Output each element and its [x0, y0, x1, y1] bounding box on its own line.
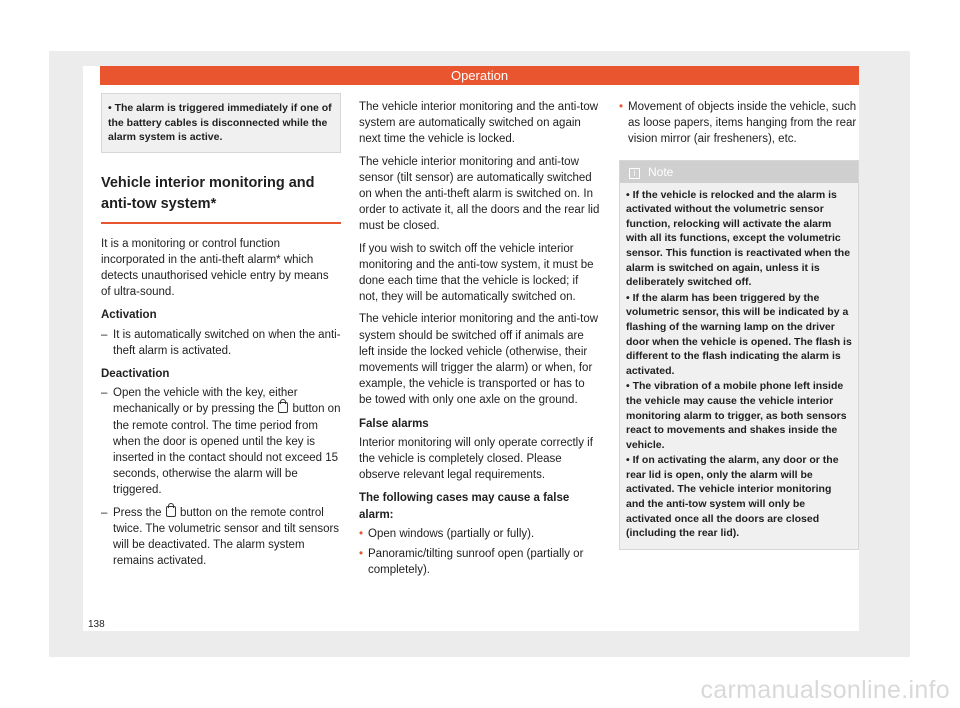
warning-box — [101, 93, 341, 153]
paragraph-4: The vehicle interior monitoring and the anti-tow system should be switched off if animals are left inside the locked vehicle (otherwise, their movements will trigger the alarm) or when, for example, the vehicle is transported or has to be towed with only one axle on the ground. — [359, 313, 599, 407]
paragraph-3: If you wish to switch off the vehicle interior monitoring and the anti-tow system, it must be done each time that the vehicle is locked; if not, they will be automatically switched on. — [359, 242, 594, 304]
intro-paragraph: It is a monitoring or control function incorporated in the anti-theft alarm* which detects unauthorised vehicle entry by means of ultra-sound. — [101, 237, 329, 299]
watermark — [0, 676, 960, 705]
warning-text: The alarm is triggered immediately if one of the battery cables is disconnected while the alarm system is active. — [108, 102, 332, 143]
note-box — [619, 160, 859, 550]
note-item: • If the alarm has been triggered by the volumetric sensor, this will be indicated by a flashing of the warning lamp on the driver door when the vehicle is opened. The flash is different to the flash indicating the alarm is activated. — [626, 291, 852, 377]
warning-bullet-icon: • — [108, 102, 115, 114]
deact-item1-text-b: button on the remote control. The time period from when the door is opened until the key is inserted in the contact should not exceed 15 seconds, otherwise the alarm will be triggered. — [113, 403, 341, 497]
deact-item1-text-a: Open the vehicle with the key, either mechanically or by pressing the — [113, 387, 298, 416]
paragraph-5: Interior monitoring will only operate correctly if the vehicle is completely closed. Please observe relevant legal requirements. — [359, 436, 593, 482]
activation-heading: Activation — [101, 309, 157, 322]
header-title: Operation — [450, 68, 509, 83]
page-header — [100, 66, 859, 85]
note-item: • The vibration of a mobile phone left inside the vehicle may cause the vehicle interior monitoring alarm to trigger, as both sensors react to movements and shakes inside the vehicle. — [626, 380, 847, 451]
activation-item: – It is automatically switched on when the anti-theft alarm is activated. — [101, 327, 341, 359]
lock-icon — [166, 506, 176, 517]
section-title: Vehicle interior monitoring and anti-tow system* — [101, 173, 341, 224]
column-middle — [359, 99, 600, 582]
deact-item2-text-b: button on the remote control twice. The volumetric sensor and tilt sensors will be deactivated. The alarm system remains activated. — [113, 506, 340, 568]
note-item-text: If the alarm has been triggered by the volumetric sensor, this will be indicated by a flashing of the warning lamp on the driver door when the vehicle is opened. The flash is different to the flash indicating the alarm is activated. — [626, 291, 852, 377]
note-item: • If on activating the alarm, any door or the rear lid is open, only the alarm will be activated. The vehicle interior monitoring and the anti-tow system will only be activated once all the doors are closed (including the rear lid). — [626, 454, 839, 540]
note-item-text: If on activating the alarm, any door or the rear lid is open, only the alarm will be activated. The vehicle interior monitoring and the anti-tow system will only be activated once all the doors are closed (including the rear lid). — [626, 454, 839, 540]
note-item: • If the vehicle is relocked and the alarm is activated without the volumetric sensor function, relocking will activate the alarm with all its functions, except the volumetric sensor. This function is reactivated when the alarm is switched on again, unless it is deliberately switched off. — [626, 188, 851, 289]
page-number: 138 — [88, 619, 105, 630]
deactivation-item-1 — [101, 385, 341, 498]
note-body — [620, 183, 858, 549]
case-item-3: • Movement of objects inside the vehicle, such as loose papers, items hanging from the rear vision mirror (air fresheners), etc. — [619, 99, 859, 148]
note-header — [620, 161, 858, 183]
note-item-text: If the vehicle is relocked and the alarm is activated without the volumetric sensor function, relocking will activate the alarm with all its functions, except the volumetric sensor. This function is reactivated when the alarm is switched on again, unless it is deliberately switched off. — [626, 188, 851, 289]
note-item-text: The vibration of a mobile phone left inside the vehicle may cause the vehicle interior monitoring alarm to trigger, as both sensors react to movements and shakes inside the vehicle. — [626, 380, 847, 451]
case-item-1: • Open windows (partially or fully). — [359, 526, 600, 542]
watermark-text: carmanualsonline.info — [700, 676, 950, 704]
info-icon: i — [629, 168, 640, 179]
column-right — [619, 99, 859, 550]
column-left — [101, 93, 341, 575]
paragraph-2: The vehicle interior monitoring and anti-tow sensor (tilt sensor) are automatically switched on when the anti-theft alarm is switched on. In order to activate it, all the doors and the rear lid must be closed. — [359, 155, 600, 233]
deact-item2-text-a: Press the — [113, 506, 162, 519]
unlock-icon — [278, 402, 288, 413]
note-label: Note — [648, 164, 674, 179]
cases-heading: The following cases may cause a false alarm: — [359, 492, 570, 521]
paragraph-1: The vehicle interior monitoring and the anti-tow system are automatically switched on again next time the vehicle is locked. — [359, 101, 599, 146]
deactivation-item-2 — [101, 505, 341, 570]
case-item-2: • Panoramic/tilting sunroof open (partially or completely). — [359, 546, 600, 578]
false-alarms-heading: False alarms — [359, 417, 429, 430]
deactivation-heading: Deactivation — [101, 367, 170, 380]
